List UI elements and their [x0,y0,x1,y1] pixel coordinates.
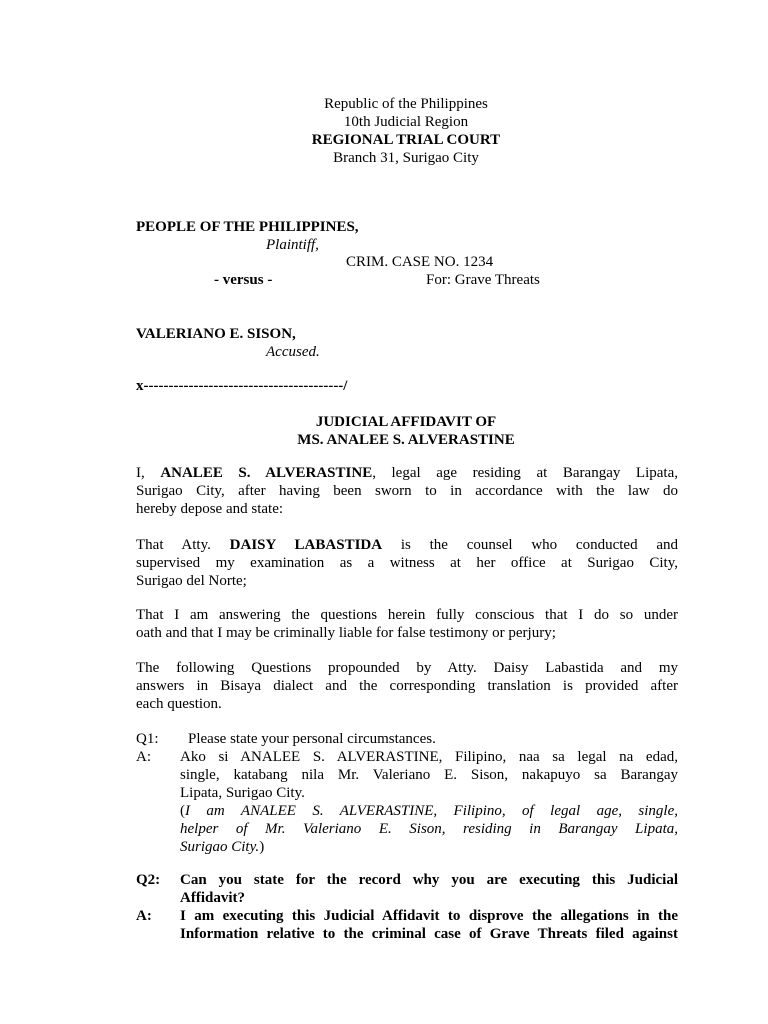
case-number: CRIM. CASE NO. 1234 [346,254,494,270]
a1-text: Ako si ANALEE S. ALVERASTINE, Filipino, naa sa legal na edad, single, katabang nila Mr. Valeriano E. Sison, nakapuyo sa Barangay Lipata, Surigao City. (I am ANALEE S. ALVERASTINE, Filipino, of legal age, single, helper of Mr. Valeriano E. Sison, residing in Barangay Lipata, Surigao City.) [180,749,678,855]
header-republic: Republic of the Philippines [324,96,488,112]
accused-role: Accused. [266,344,320,360]
a2-text: I am executing this Judicial Affidavit to disprove the allegations in the Information relative to the criminal case of Grave Threats filed against [180,908,678,942]
offense: For: Grave Threats [426,272,540,288]
plaintiff-name: PEOPLE OF THE PHILIPPINES, [136,219,359,235]
caption-separator: x----------------------------------------/ [136,378,348,394]
q2-text: Can you state for the record why you are executing this Judicial Affidavit? [180,872,678,906]
counsel-paragraph: That Atty. DAISY LABASTIDA is the counsel who conducted and supervised my examination as a witness at her office at Surigao City, Surigao del Norte; [136,537,678,589]
q1-text: Please state your personal circumstances. [188,731,436,747]
affidavit-title [0,413,768,449]
title-line-1: JUDICIAL AFFIDAVIT OF [315,414,497,430]
a1-translation-line-3: Surigao City.) [180,839,265,855]
q2-label: Q2: [136,872,161,888]
header-region: 10th Judicial Region [343,114,469,130]
a1-label: A: [136,749,151,765]
court-header [0,95,768,167]
accused-name: VALERIANO E. SISON, [136,326,296,342]
following-paragraph: The following Questions propounded by Atty. Daisy Labastida and my answers in Bisaya dialect and the corresponding translation is provided after each question. [136,660,678,712]
a1-translation-line-1: (I am ANALEE S. ALVERASTINE, Filipino, of legal age, single, [180,803,678,819]
a2-label: A: [136,908,152,924]
intro-paragraph: I, ANALEE S. ALVERASTINE, legal age residing at Barangay Lipata, Surigao City, after having been sworn to in accordance with the law do hereby depose and state: [136,465,678,517]
versus: - versus - [214,272,273,288]
title-line-2: MS. ANALEE S. ALVERASTINE [297,432,515,448]
header-branch: Branch 31, Surigao City [333,150,479,166]
header-court: REGIONAL TRIAL COURT [311,132,501,148]
counsel-name: DAISY LABASTIDA [229,537,383,553]
plaintiff-role: Plaintiff, [266,237,319,253]
affiant-name: ANALEE S. ALVERASTINE [160,465,373,481]
q1-label: Q1: [136,731,159,747]
conscious-paragraph: That I am answering the questions herein fully conscious that I do so under oath and that I may be criminally liable for false testimony or perjury; [136,607,678,641]
